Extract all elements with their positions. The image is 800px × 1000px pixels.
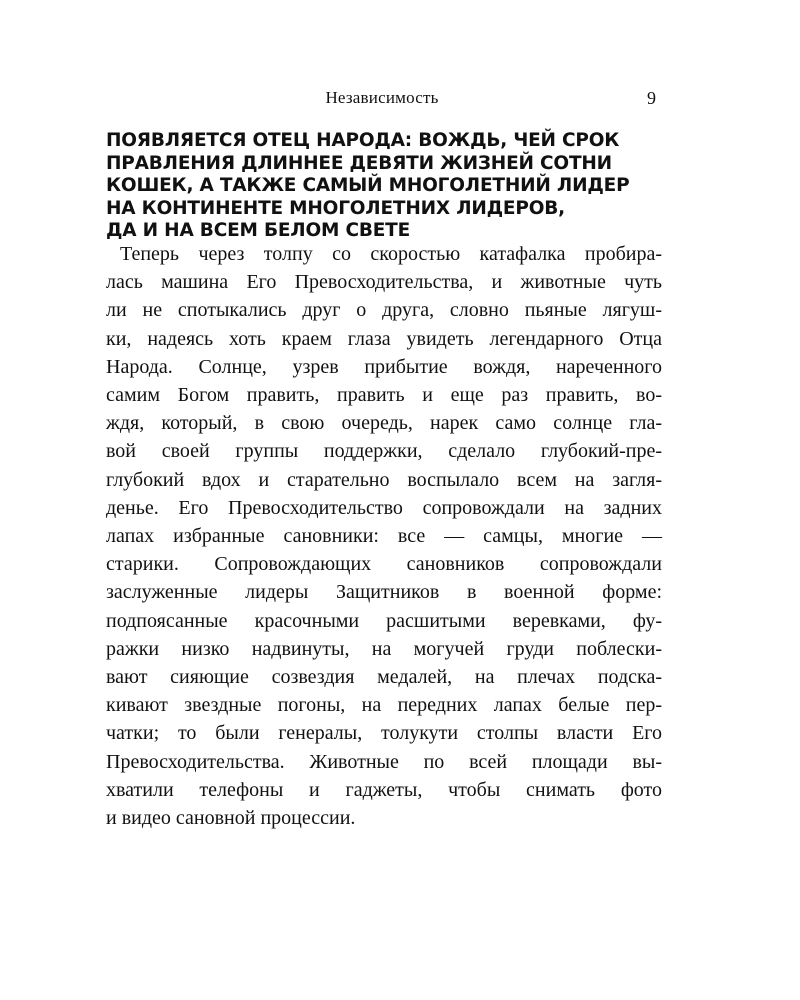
paragraph-line: кивают звездные погоны, на передних лапах белые пер-: [106, 694, 662, 717]
heading-line: КОШЕК, А ТАКЖЕ САМЫЙ МНОГОЛЕТНИЙ ЛИДЕР: [106, 175, 630, 196]
paragraph-line: чатки; то были генералы, толукути столпы власти Его: [106, 722, 662, 745]
paragraph-line: вой своей группы поддержки, сделало глубокий-пре-: [106, 440, 662, 463]
paragraph-line: старики. Сопровождающих сановников сопровождали: [106, 553, 662, 576]
running-head-title: Независимость: [325, 88, 439, 107]
paragraph-line: самим Богом править, править и еще раз править, во-: [106, 384, 662, 407]
paragraph-line: глубокий вдох и старательно воспылало всем на загля-: [106, 468, 662, 491]
paragraph-line: Теперь через толпу со скоростью катафалка пробира-: [120, 243, 662, 265]
paragraph-line: ждя, который, в свою очередь, нарек само солнце гла-: [106, 412, 662, 435]
running-head: [106, 88, 658, 112]
paragraph-line: Превосходительства. Животные по всей площади вы-: [106, 750, 662, 773]
paragraph-line: денье. Его Превосходительство сопровождали на задних: [106, 496, 662, 519]
paragraph-line: лась машина Его Превосходительства, и животные чуть: [106, 271, 662, 294]
page-number: 9: [647, 88, 656, 108]
paragraph-line: ражки низко надвинуты, на могучей груди поблески-: [106, 637, 662, 660]
paragraph-line: и видео сановной процессии.: [106, 807, 356, 830]
paragraph-line: подпоясанные красочными расшитыми веревками, фу-: [106, 609, 662, 632]
heading-line: ДА И НА ВСЕМ БЕЛОМ СВЕТЕ: [106, 220, 411, 241]
paragraph-line: вают сияющие созвездия медалей, на плечах подска-: [106, 666, 662, 689]
paragraph-line: ки, надеясь хоть краем глаза увидеть легендарного Отца: [106, 327, 662, 350]
heading-line: НА КОНТИНЕНТЕ МНОГОЛЕТНИХ ЛИДЕРОВ,: [106, 197, 565, 219]
paragraph-line: Народа. Солнце, узрев прибытие вождя, нареченного: [106, 355, 662, 378]
chapter-heading: [106, 130, 666, 243]
heading-line: ПОЯВЛЯЕТСЯ ОТЕЦ НАРОДА: ВОЖДЬ, ЧЕЙ СРОК: [106, 130, 620, 151]
paragraph-line: ли не спотыкались друг о друга, словно пьяные лягуш-: [106, 299, 662, 322]
paragraph-line: лапах избранные сановники: все — самцы, многие —: [106, 525, 662, 548]
paragraph-line: заслуженные лидеры Защитников в военной форме:: [106, 581, 662, 604]
paragraph-line: хватили телефоны и гаджеты, чтобы снимать фото: [106, 778, 662, 801]
heading-line: ПРАВЛЕНИЯ ДЛИННЕЕ ДЕВЯТИ ЖИЗНЕЙ СОТНИ: [106, 152, 612, 174]
body-paragraph: [106, 240, 662, 832]
